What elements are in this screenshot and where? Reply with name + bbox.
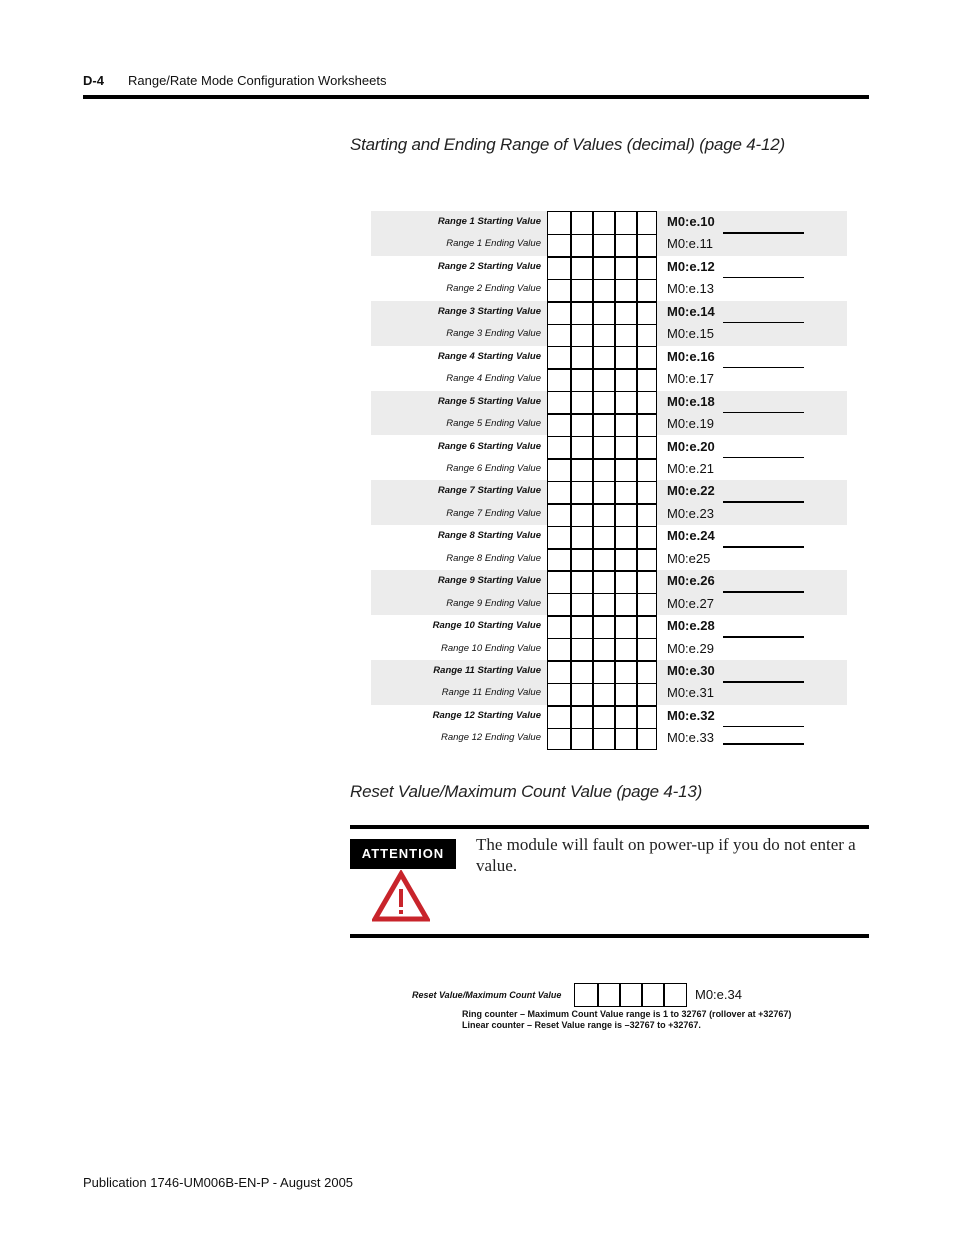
- range-row-address: M0:e.13: [667, 281, 714, 297]
- range-row-address: M0:e.23: [667, 505, 714, 521]
- header-rule: [83, 95, 869, 99]
- range-row-label: Range 8 Ending Value: [446, 552, 541, 564]
- range-row-label: Range 6 Starting Value: [437, 440, 541, 452]
- range-row-label: Range 11 Starting Value: [433, 665, 541, 676]
- reset-value-note-line2: Linear counter – Reset Value range is –32767 to +32767.: [462, 1020, 701, 1030]
- section-heading-ranges: Starting and Ending Range of Values (decimal) (page 4-12): [350, 135, 785, 154]
- fill-in-blank-line[interactable]: [723, 743, 804, 745]
- range-row-address: M0:e.17: [667, 371, 714, 387]
- reset-value-label: Reset Value/Maximum Count Value: [412, 990, 562, 1000]
- range-row-label: Range 5 Starting Value: [437, 395, 541, 407]
- range-row-address: M0:e.12: [667, 258, 715, 274]
- attention-text: The module will fault on power-up if you do not enter a value.: [476, 835, 856, 875]
- range-row-label: Range 12 Starting Value: [432, 709, 541, 721]
- range-row-address: M0:e.29: [667, 640, 714, 656]
- range-row-address: M0:e.18: [667, 393, 715, 409]
- range-row-label: Range 2 Starting Value: [437, 260, 541, 272]
- range-row-address: M0:e.19: [667, 416, 714, 432]
- range-row-address: M0:e.30: [667, 663, 715, 678]
- range-row-label: Range 5 Ending Value: [446, 418, 541, 430]
- range-row-label: Range 9 Starting Value: [437, 575, 541, 587]
- range-row-label: Range 4 Ending Value: [446, 373, 541, 385]
- range-row-address: M0:e.28: [667, 618, 715, 634]
- range-row-address: M0:e.16: [667, 348, 715, 364]
- attention-bottom-rule: [350, 934, 869, 938]
- reset-value-address: M0:e.34: [695, 987, 742, 1002]
- range-row-label: Range 3 Starting Value: [437, 305, 541, 317]
- section-heading-reset-value: Reset Value/Maximum Count Value (page 4-13): [350, 782, 703, 801]
- range-row-address: M0:e.31: [667, 685, 714, 701]
- range-row-address: M0:e.26: [667, 573, 715, 589]
- range-row-label: Range 2 Ending Value: [446, 283, 541, 295]
- range-row-address: M0:e.21: [667, 460, 714, 476]
- range-row-address: M0:e25: [667, 550, 711, 566]
- range-row-address: M0:e.14: [667, 303, 715, 319]
- range-row-label: Range 10 Ending Value: [440, 642, 541, 654]
- range-row-address: M0:e.20: [667, 438, 715, 454]
- range-row-label: Range 7 Starting Value: [437, 485, 541, 497]
- attention-badge: ATTENTION: [350, 839, 456, 869]
- range-row-label: Range 1 Starting Value: [437, 216, 541, 227]
- range-row-label: Range 10 Starting Value: [432, 620, 541, 632]
- range-row-label: Range 8 Starting Value: [437, 530, 541, 542]
- running-header-title: Range/Rate Mode Configuration Worksheets: [128, 73, 387, 88]
- page-number: D-4: [83, 73, 104, 88]
- range-row-address: M0:e.27: [667, 595, 714, 611]
- range-row-address: M0:e.15: [667, 326, 714, 342]
- range-row-label: Range 12 Ending Value: [440, 732, 541, 744]
- range-row-address: M0:e.33: [667, 730, 714, 746]
- range-row-label: Range 11 Ending Value: [441, 687, 541, 699]
- digit-entry-grid[interactable]: [547, 211, 657, 750]
- range-row-address: M0:e.32: [667, 707, 715, 723]
- range-row-address: M0:e.24: [667, 528, 715, 544]
- publication-footer: Publication 1746-UM006B-EN-P - August 2005: [83, 1175, 354, 1190]
- reset-value-digit-boxes[interactable]: [574, 983, 687, 1007]
- range-row-address: M0:e.11: [667, 236, 714, 252]
- attention-top-rule: [350, 825, 869, 829]
- range-row-label: Range 3 Ending Value: [446, 328, 541, 340]
- range-row-label: Range 6 Ending Value: [446, 462, 541, 474]
- range-row-label: Range 7 Ending Value: [446, 507, 541, 519]
- range-row-label: Range 1 Ending Value: [446, 238, 541, 250]
- reset-value-note: [462, 1009, 791, 1031]
- range-row-address: M0:e.10: [667, 214, 715, 229]
- warning-triangle-icon: [372, 870, 430, 922]
- reset-value-note-line1: Ring counter – Maximum Count Value range is 1 to 32767 (rollover at +32767): [462, 1009, 792, 1019]
- range-row-label: Range 9 Ending Value: [446, 597, 541, 609]
- range-row-label: Range 4 Starting Value: [437, 350, 541, 362]
- range-row-address: M0:e.22: [667, 483, 715, 499]
